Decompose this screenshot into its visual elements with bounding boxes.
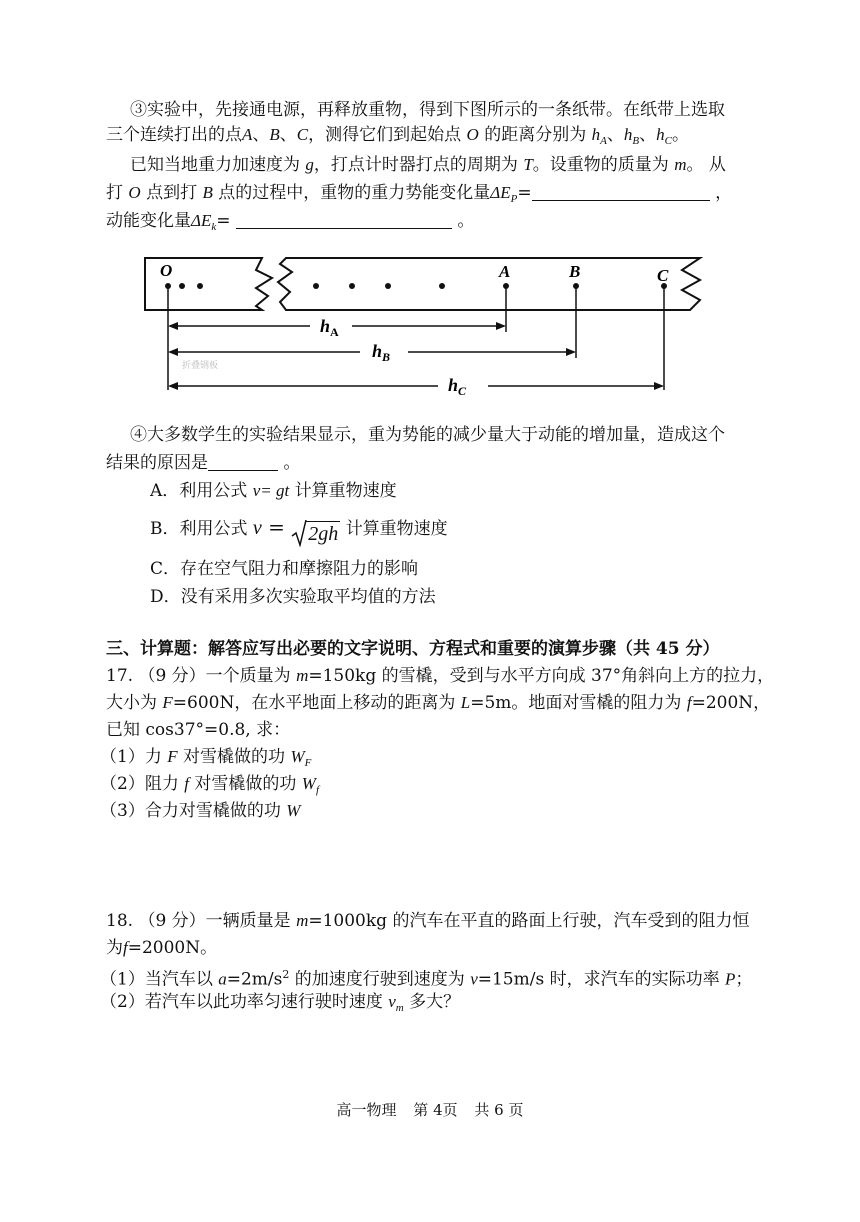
answer-blank-dEk[interactable] [236,212,452,229]
page-footer [0,1099,860,1120]
tape-dot [197,283,203,289]
footer-subject: 高一物理 [336,1101,397,1119]
q17-part3: （3）合力对雪橇做的功 W [100,801,301,821]
option-C: C．存在空气阻力和摩擦阻力的影响 [150,559,419,579]
q18-part1: （1）当汽车以 $a=2m/s^2$ 的加速度行驶到速度为 v=15m/s 时，求汽车的实际功率 P； [100,968,753,990]
tape-label-hC: $h_C$ [448,375,467,398]
q18-part2: （2）若汽车以此功率匀速行驶时速度 $v_m$ 多大？ [100,992,461,1014]
tape-label-hA: $h_A$ [320,316,339,339]
tape-label-O: O [160,261,173,280]
footer-page: 第 4页 [413,1101,458,1119]
watermark-text: 折叠钢板 [182,360,219,370]
q17-part2: （2）阻力 f 对雪橇做的功 $W_f$ [100,774,320,796]
tape-label-B: B [569,262,581,281]
tape-dot [179,283,185,289]
sqrt-symbol: 2gh [291,521,340,547]
tape-label-C: C [657,266,669,285]
q16-part3-line2: 三个连续打出的点A、B、C，测得它们到起始点 O 的距离分别为 $h_A$、$h_B$、$h_C$。 [106,125,689,147]
option-B: B．利用公式 v = 2gh 计算重物速度 [150,515,448,545]
section-3-title: 三、计算题：解答应写出必要的文字说明、方程式和重要的演算步骤（共 45 分） [106,639,720,659]
q17-line1: 17. （9 分）一个质量为 m=150kg 的雪橇，受到与水平方向成 37°角斜向上方的拉力， [106,666,775,686]
q18-line2: 为f=2000N。 [106,938,218,958]
q16-part4-line2: 结果的原因是 。 [106,453,301,473]
answer-blank-reason[interactable] [208,454,278,471]
tape-label-hB: $h_B$ [372,341,391,364]
tape-dot [439,283,445,289]
q16-part4-line1: ④大多数学生的实验结果显示，重为势能的减少量大于动能的增加量，造成这个 [130,425,725,445]
tape-label-A: A [499,262,511,281]
q16-part3-line1: ③实验中，先接通电源，再释放重物，得到下图所示的一条纸带。在纸带上选取 [130,100,725,120]
q17-part1: （1）力 F 对雪橇做的功 $W_F$ [100,747,312,769]
paper-tape-diagram [0,250,860,410]
q16-part3-line3: 已知当地重力加速度为 g，打点计时器打点的周期为 T。设重物的质量为 m。 从 [130,155,726,175]
q17-line3: 已知 cos37°=0.8, 求： [106,720,291,740]
tape-dot [385,283,391,289]
option-A: A．利用公式 v= gt 计算重物速度 [150,481,397,501]
answer-blank-dEp[interactable] [532,184,710,201]
tape-dot [313,283,319,289]
footer-total: 共 6 页 [474,1101,524,1119]
q17-line2: 大小为 F=600N，在水平地面上移动的距离为 L=5m。地面对雪橇的阻力为 f=200N， [106,693,771,713]
q16-part3-line5: 动能变化量$\Delta E_k=$ 。 [106,211,475,233]
q18-line1: 18. （9 分）一辆质量是 m=1000kg 的汽车在平直的路面上行驶，汽车受到的阻力恒 [106,911,750,931]
tape-right-piece [278,258,700,310]
option-D: D．没有采用多次实验取平均值的方法 [150,587,436,607]
tape-dot [349,283,355,289]
q16-part3-line4: 打 O 点到打 B 点的过程中，重物的重力势能变化量$\Delta E_P=$ ， [106,183,733,205]
